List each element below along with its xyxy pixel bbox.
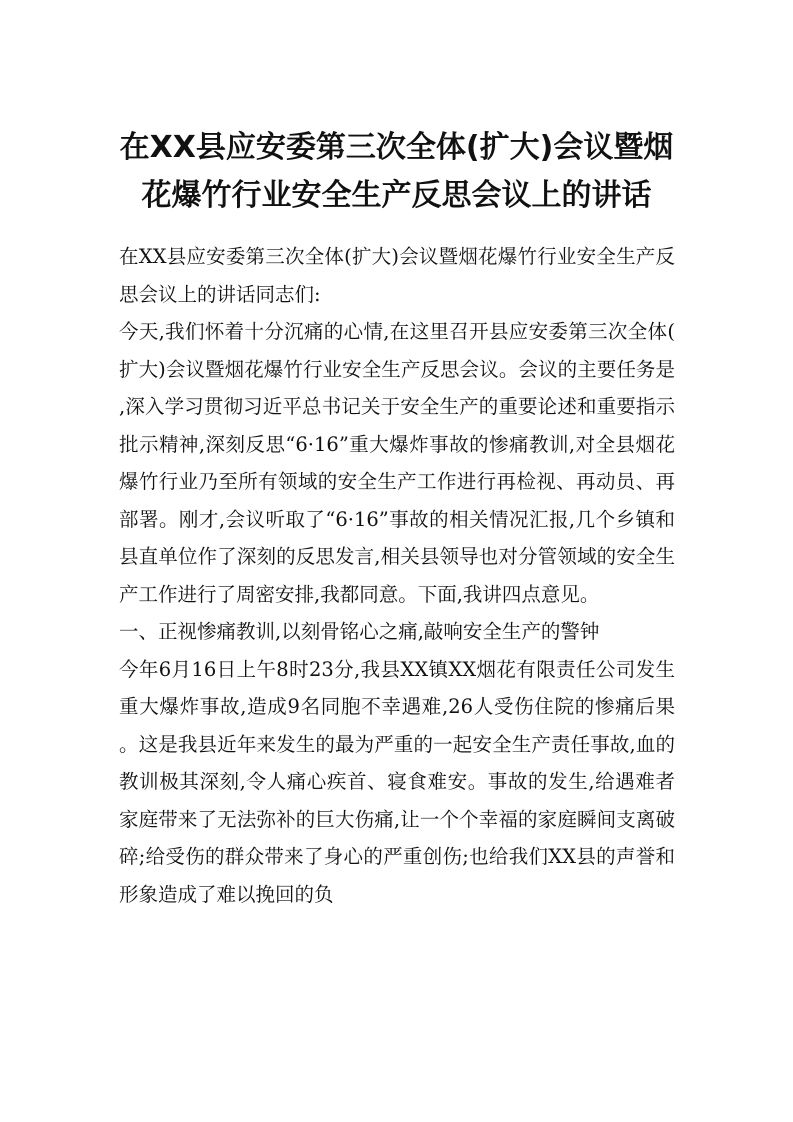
document-title-line-2: 花爆竹行业安全生产反思会议上的讲话 [141,178,652,213]
paragraph-accident: 今年6月16日上午8时23分,我县XX镇XX烟花有限责任公司发生重大爆炸事故,造成9名同胞不幸遇难,26人受伤住院的惨痛后果。这是我县近年来发生的最为严重的一起安全生产责任事故,血的教训极其深刻,令人痛心疾首、寝食难安。事故的发生,给遇难者家庭带来了无法弥补的巨大伤痛,让一个个幸福的家庭瞬间支离破碎;给受伤的群众带来了身心的严重创伤;也给我们XX县的声誉和形象造成了难以挽回的负 [119,657,675,906]
paragraph-greeting: 在XX县应安委第三次全体(扩大)会议暨烟花爆竹行业安全生产反思会议上的讲话同志们: [119,245,675,306]
paragraph-opening: 今天,我们怀着十分沉痛的心情,在这里召开县应安委第三次全体(扩大)会议暨烟花爆竹行业安全生产反思会议。会议的主要任务是,深入学习贯彻习近平总书记关于安全生产的重要论述和重要指示批示精神,深刻反思“6·16”重大爆炸事故的惨痛教训,对全县烟花爆竹行业乃至所有领域的安全生产工作进行再检视、再动员、再部署。刚才,会议听取了“6·16”事故的相关情况汇报,几个乡镇和县直单位作了深刻的反思发言,相关县领导也对分管领域的安全生产工作进行了周密安排,我都同意。下面,我讲四点意见。 [119,320,675,606]
section-heading-1: 一、正视惨痛教训,以刻骨铭心之痛,敲响安全生产的警钟 [119,620,600,643]
document-title-line-1: 在XX县应安委第三次全体(扩大)会议暨烟 [119,130,674,165]
document-body [119,238,675,913]
